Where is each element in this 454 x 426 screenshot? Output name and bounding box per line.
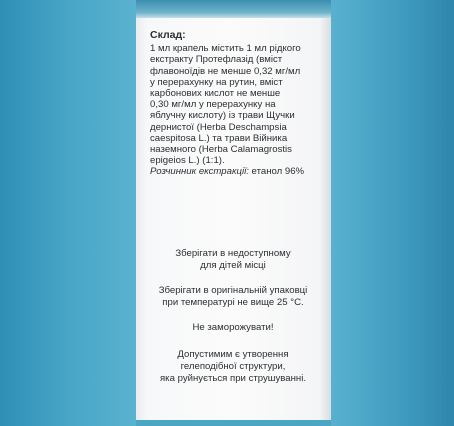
solvent-value: етанол 96%: [248, 166, 305, 178]
composition-line: у перерахунку на рутин, вміст: [150, 76, 283, 88]
composition-line: 1 мл крапель містить 1 мл рідкого: [150, 43, 301, 55]
storage-line: Зберігати в оригінальній упаковці: [158, 285, 308, 296]
composition-line: карбонових кислот не менше: [150, 88, 281, 100]
composition-line: caespitosa L.) та трави Війника: [150, 132, 288, 144]
storage-line: яка руйнується при струшуванні.: [159, 373, 306, 384]
top-band: [136, 0, 331, 18]
composition-line: 0,30 мг/мл у перерахунку на: [150, 99, 276, 111]
solvent-label: Розчинник екстракції:: [150, 166, 249, 178]
bottom-band: [136, 420, 331, 426]
composition-line: наземного (Herba Calamagrostis: [150, 144, 292, 156]
storage-note-freeze: [142, 322, 324, 334]
composition-line: флавоноїдів не менше 0,32 мг/мл: [150, 65, 301, 77]
solvent-line: [150, 166, 322, 177]
storage-line: гелеподібної структури,: [180, 361, 286, 372]
composition-line: екстракту Протефлазід (вміст: [150, 54, 283, 66]
storage-line: при температурі не вище 25 °С.: [162, 297, 304, 308]
storage-note-temperature: [142, 285, 324, 309]
composition-line: epigeios L.) (1:1).: [150, 155, 225, 167]
composition-line: яблучну кислоту) із трави Щучки: [150, 110, 295, 122]
storage-line: Допустимим є утворення: [177, 349, 289, 360]
storage-note-gel: [142, 349, 324, 385]
right-blue-side: [331, 0, 454, 426]
storage-line: для дітей місці: [200, 260, 266, 271]
composition-heading: Склад:: [150, 29, 186, 41]
composition-line: дернистої (Herba Deschampsia: [150, 121, 287, 133]
storage-note-access: [142, 248, 324, 272]
left-blue-side: [0, 0, 136, 426]
storage-line: Не заморожувати!: [192, 322, 274, 333]
storage-line: Зберігати в недоступному: [175, 248, 291, 259]
composition-section: [150, 30, 322, 178]
